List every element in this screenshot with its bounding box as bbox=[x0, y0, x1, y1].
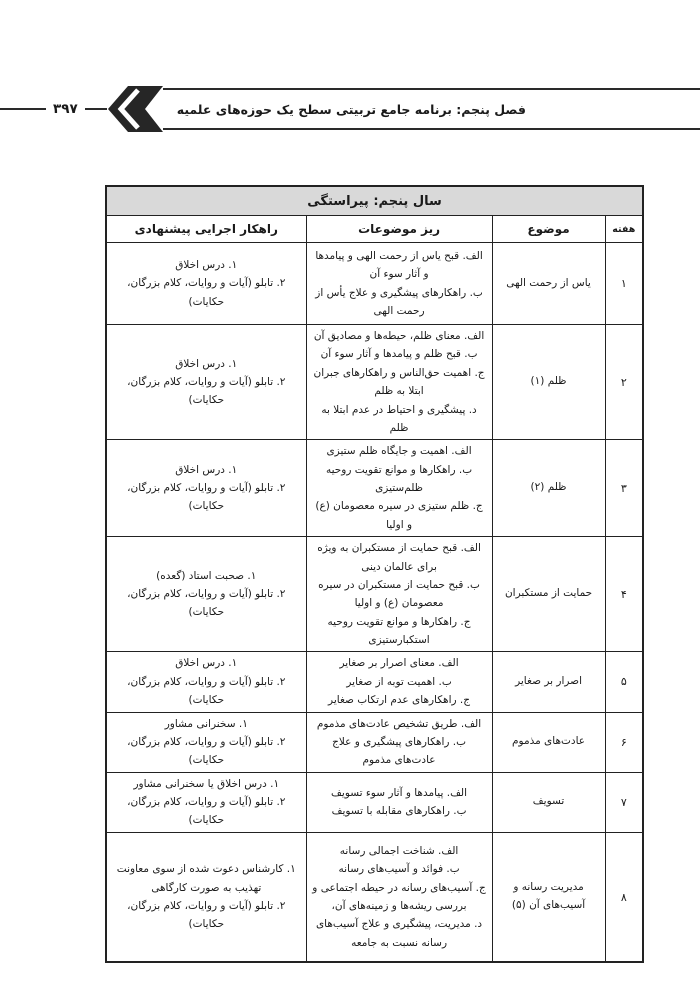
topic-cell: یاس از رحمت الهی bbox=[492, 243, 605, 325]
solution-line: ۱. درس اخلاق bbox=[175, 657, 238, 670]
solution-line: ۲. تابلو (آیات و روایات، کلام بزرگان، حکایات) bbox=[127, 900, 286, 931]
subtopics-cell bbox=[306, 712, 492, 772]
subtopic-line: ب. اهمیت توبه از صغایر bbox=[346, 675, 452, 688]
solution-line: ۱. درس اخلاق bbox=[175, 357, 238, 370]
table-row bbox=[106, 832, 643, 962]
subtopic-line: ب. راهکارهای پیشگیری و علاج یأس از رحمت الهی bbox=[315, 286, 483, 317]
solution-line: ۲. تابلو (آیات و روایات، کلام بزرگان، حکایات) bbox=[127, 675, 286, 707]
solution-line: ۱. صحبت استاد (گعده) bbox=[156, 569, 257, 582]
week-cell: ۲ bbox=[605, 325, 643, 440]
topic-cell: ظلم (۲) bbox=[492, 440, 605, 537]
solution-line: ۲. تابلو (آیات و روایات، کلام بزرگان، حکایات) bbox=[127, 482, 286, 513]
subtopic-line: الف. شناخت اجمالی رسانه bbox=[339, 844, 459, 857]
week-cell: ۳ bbox=[605, 440, 643, 537]
subtopic-line: الف. معنای اصرار بر صغایر bbox=[339, 657, 459, 670]
table-row bbox=[106, 712, 643, 772]
solution-cell bbox=[106, 832, 306, 962]
column-header-week: هفته bbox=[605, 216, 643, 243]
table-title: سال پنجم: پیراستگی bbox=[106, 186, 643, 216]
subtopics-cell bbox=[306, 652, 492, 712]
subtopic-line: ب. راهکارها و موانع تقویت روحیه ظلم‌ستیزی bbox=[325, 463, 473, 494]
schedule-table bbox=[105, 185, 644, 963]
solution-line: ۲. تابلو (آیات و روایات، کلام بزرگان، حکایات) bbox=[127, 375, 286, 407]
subtopic-line: ب. راهکارهای پیشگیری و علاج عادت‌های مذموم bbox=[332, 735, 467, 767]
subtopic-line: د. مدیریت، پیشگیری و علاج آسیب‌های رسانه نسبت به جامعه bbox=[315, 918, 483, 949]
solution-line: ۱. درس اخلاق bbox=[175, 258, 238, 271]
subtopic-line: الف. قبح حمایت از مستکبران به ویژه برای عالمان دینی bbox=[317, 542, 481, 573]
table-row bbox=[106, 243, 643, 325]
week-cell: ۶ bbox=[605, 712, 643, 772]
solution-cell bbox=[106, 772, 306, 832]
table-row bbox=[106, 772, 643, 832]
subtopics-cell bbox=[306, 440, 492, 537]
solution-cell bbox=[106, 440, 306, 537]
solution-line: ۲. تابلو (آیات و روایات، کلام بزرگان، حکایات) bbox=[127, 735, 286, 767]
week-cell: ۱ bbox=[605, 243, 643, 325]
subtopic-line: الف. قبح یاس از رحمت الهی و پیامدها و آثار سوء آن bbox=[315, 249, 483, 281]
subtopic-line: ج. ظلم ستیزی در سیره معصومان (ع) و اولیا bbox=[315, 500, 483, 531]
table-header-row bbox=[106, 216, 643, 243]
column-header-solution: راهکار اجرایی پیشنهادی bbox=[106, 216, 306, 243]
subtopics-cell bbox=[306, 537, 492, 652]
table-row bbox=[106, 537, 643, 652]
subtopic-line: الف. معنای ظلم، حیطه‌ها و مصادیق آن bbox=[313, 330, 485, 342]
schedule-body bbox=[106, 243, 643, 963]
subtopics-cell bbox=[306, 325, 492, 440]
column-header-subtopics: ریز موضوعات bbox=[306, 216, 492, 243]
solution-line: ۲. تابلو (آیات و روایات، کلام بزرگان، حکایات) bbox=[127, 796, 286, 827]
solution-cell bbox=[106, 652, 306, 712]
solution-line: ۱. سخنرانی مشاور bbox=[164, 717, 248, 730]
solution-cell bbox=[106, 243, 306, 325]
topic-cell: تسویف bbox=[492, 772, 605, 832]
subtopic-line: الف. طریق تشخیص عادت‌های مذموم bbox=[316, 717, 482, 730]
subtopic-line: ج. راهکارها و موانع تقویت روحیه استکبارستیزی bbox=[327, 615, 471, 646]
subtopic-line: ج. اهمیت حق‌الناس و راهکارهای جبران ابتلا به ظلم bbox=[313, 366, 485, 398]
week-cell: ۴ bbox=[605, 537, 643, 652]
chapter-band bbox=[163, 88, 700, 130]
topic-cell: حمایت از مستکبران bbox=[492, 537, 605, 652]
subtopics-cell bbox=[306, 772, 492, 832]
solution-cell bbox=[106, 712, 306, 772]
subtopics-cell bbox=[306, 832, 492, 962]
topic-cell: مدیریت رسانه و آسیب‌های آن (۵) bbox=[492, 832, 605, 962]
chapter-chevron-icon bbox=[107, 85, 163, 133]
topic-cell: عادت‌های مذموم bbox=[492, 712, 605, 772]
subtopic-line: الف. پیامدها و آثار سوء تسویف bbox=[331, 786, 468, 799]
chapter-title: فصل پنجم: برنامه جامع تربیتی سطح یک حوزه‌های علمیه bbox=[176, 101, 526, 117]
week-cell: ۸ bbox=[605, 832, 643, 962]
solution-line: ۲. تابلو (آیات و روایات، کلام بزرگان، حکایات) bbox=[127, 277, 286, 308]
subtopic-line: د. پیشگیری و احتیاط در عدم ابتلا به ظلم bbox=[321, 403, 477, 434]
table-title-row bbox=[106, 186, 643, 216]
folio-rule-right bbox=[85, 108, 107, 110]
subtopic-line: ب. قبح حمایت از مستکبران در سیره معصومان (ع) و اولیا bbox=[318, 578, 480, 610]
solution-line: ۱. درس اخلاق یا سخنرانی مشاور bbox=[133, 777, 280, 790]
subtopics-cell bbox=[306, 243, 492, 325]
solution-cell bbox=[106, 537, 306, 652]
solution-line: ۲. تابلو (آیات و روایات، کلام بزرگان، حکایات) bbox=[127, 588, 286, 619]
subtopic-line: ج. راهکارهای عدم ارتکاب صغایر bbox=[328, 694, 471, 707]
solution-line: ۱. کارشناس دعوت شده از سوی معاونت تهذیب به صورت کارگاهی bbox=[116, 863, 296, 894]
subtopic-line: ب. قبح ظلم و پیامدها و آثار سوء آن bbox=[320, 348, 478, 361]
table-row bbox=[106, 652, 643, 712]
subtopic-line: ج. آسیب‌های رسانه در حیطه اجتماعی و بررسی ریشه‌ها و زمینه‌های آن، bbox=[312, 881, 486, 912]
solution-cell bbox=[106, 325, 306, 440]
page-number: ۳۹۷ bbox=[53, 101, 78, 117]
subtopic-line: ب. راهکارهای مقابله با تسویف bbox=[331, 805, 467, 818]
week-cell: ۷ bbox=[605, 772, 643, 832]
topic-cell: اصرار بر صغایر bbox=[492, 652, 605, 712]
subtopic-line: ب. فوائد و آسیب‌های رسانه bbox=[338, 863, 460, 876]
page-header bbox=[0, 90, 700, 128]
table-row bbox=[106, 325, 643, 440]
solution-line: ۱. درس اخلاق bbox=[175, 463, 238, 476]
table-row bbox=[106, 440, 643, 537]
week-cell: ۵ bbox=[605, 652, 643, 712]
column-header-topic: موضوع bbox=[492, 216, 605, 243]
subtopic-line: الف. اهمیت و جایگاه ظلم ستیزی bbox=[326, 445, 472, 458]
topic-cell: ظلم (۱) bbox=[492, 325, 605, 440]
folio-rule-left bbox=[0, 108, 46, 110]
